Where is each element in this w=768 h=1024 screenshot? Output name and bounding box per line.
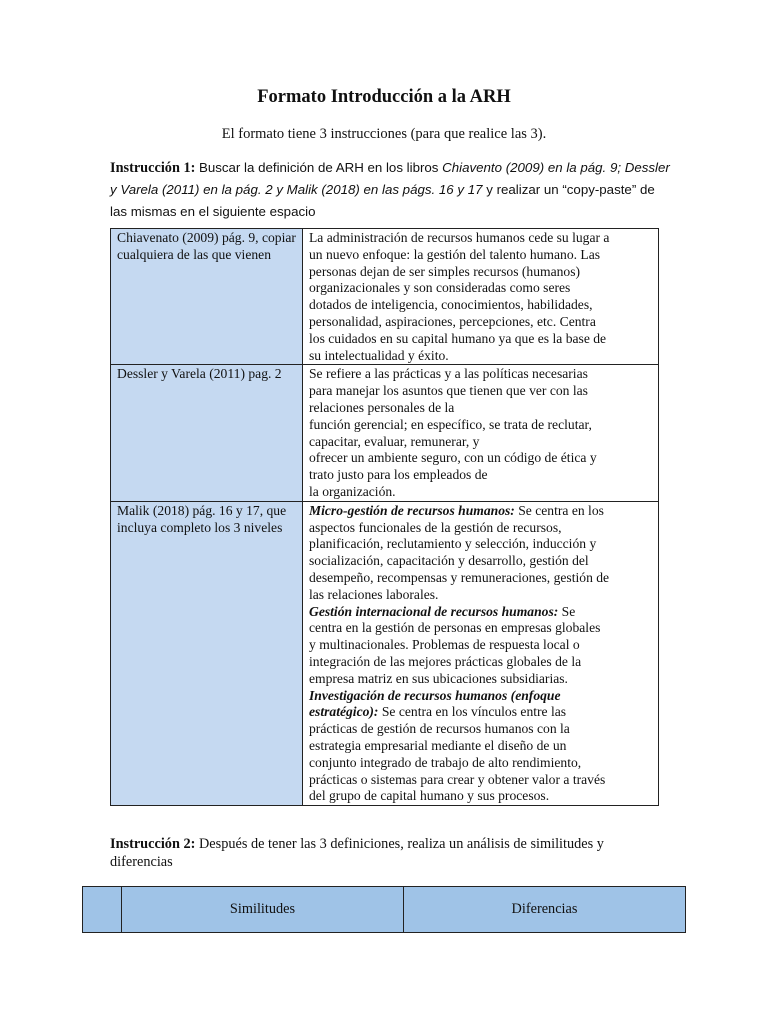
- definition-line: prácticas de gestión de recursos humanos con la: [309, 721, 570, 737]
- definition-line: trato justo para los empleados de: [309, 467, 488, 483]
- definition-line: y multinacionales. Problemas de respuesta local o: [309, 637, 580, 653]
- source-cell-dessler: Dessler y Varela (2011) pag. 2: [111, 365, 303, 501]
- comparison-table: [82, 886, 686, 933]
- table-row: [111, 229, 659, 365]
- level-heading-research-cont: estratégico):: [309, 704, 379, 720]
- definition-line: ofrecer un ambiente seguro, con un código de ética y: [309, 450, 597, 466]
- definition-line: dotados de inteligencia, conocimientos, habilidades,: [309, 297, 593, 313]
- definition-line: las relaciones laborales.: [309, 586, 439, 602]
- definition-line: [309, 503, 652, 520]
- definition-line: un nuevo enfoque: la gestión del talento humano. Las: [309, 246, 601, 262]
- definition-line: su intelectualidad y éxito.: [309, 347, 449, 363]
- definition-cell-dessler: [303, 365, 659, 501]
- definition-line: integración de las mejores prácticas globales de la: [309, 653, 582, 669]
- definition-line: personalidad, aspiraciones, percepciones, etc. Centra: [309, 313, 596, 329]
- definition-line: La administración de recursos humanos cede su lugar a: [309, 230, 610, 245]
- instruction-1-text-b: Chiavento (2009) en la pág. 9; Dessler y Varela (2011) en la pág. 2 y Malik (2018) en las págs. 16 y 17: [110, 160, 670, 197]
- definition-line: aspectos funcionales de la gestión de recursos,: [309, 519, 562, 535]
- definition-line: [309, 704, 652, 721]
- definition-line: estrategia empresarial mediante el diseño de un: [309, 737, 567, 753]
- instruction-1-text-c: y realizar un “copy-paste” de las mismas en el siguiente espacio: [110, 182, 655, 219]
- table-row: [111, 501, 659, 805]
- blank-header-cell: [83, 887, 122, 933]
- definition-line: capacitar, evaluar, remunerar, y: [309, 433, 480, 449]
- definition-line: desempeño, recompensas y remuneraciones, gestión de: [309, 569, 610, 585]
- level-text: Se centra en los: [514, 502, 604, 518]
- definition-line: empresa matriz en sus ubicaciones subsidiarias.: [309, 670, 568, 686]
- instruction-1: [110, 157, 670, 223]
- definition-line: para manejar los asuntos que tienen que ver con las: [309, 383, 588, 399]
- instruction-2: [110, 835, 670, 871]
- definitions-table: [110, 228, 659, 806]
- definition-line: función gerencial; en específico, se trata de reclutar,: [309, 416, 592, 432]
- intro-text: El formato tiene 3 instrucciones (para que realice las 3).: [221, 126, 547, 142]
- definition-line: personas dejan de ser simples recursos (humanos): [309, 263, 581, 279]
- definition-line: [309, 604, 652, 621]
- instruction-2-text: Después de tener las 3 definiciones, realiza un análisis de similitudes y diferencias: [110, 836, 604, 870]
- definition-line: planificación, reclutamiento y selección, inducción y: [309, 536, 597, 552]
- definition-line: Se refiere a las prácticas y a las políticas necesarias: [309, 366, 588, 382]
- similitudes-header: Similitudes: [122, 887, 404, 933]
- definition-line: la organización.: [309, 483, 396, 499]
- document-title: Formato Introducción a la ARH: [257, 87, 511, 107]
- diferencias-header: Diferencias: [404, 887, 686, 933]
- level-heading-micro: Micro-gestión de recursos humanos:: [309, 502, 515, 518]
- instruction-2-label: Instrucción 2:: [110, 836, 196, 852]
- definition-line: socialización, capacitación y desarrollo, gestión del: [309, 553, 589, 569]
- definition-cell-chiavenato: [303, 229, 659, 365]
- definition-line: los cuidados en su capital humano ya que es la base de: [309, 330, 607, 346]
- level-text: Se centra en los vínculos entre las: [378, 704, 567, 720]
- definition-line: organizacionales y son consideradas como seres: [309, 280, 571, 296]
- table-header-row: [83, 887, 686, 933]
- definition-line: centra en la gestión de personas en empresas globales: [309, 620, 601, 636]
- definition-line: del grupo de capital humano y sus procesos.: [309, 788, 550, 804]
- definition-cell-malik: [303, 501, 659, 805]
- instruction-1-text-a: Buscar la definición de ARH en los libros: [198, 160, 443, 175]
- level-heading-research: Investigación de recursos humanos (enfoque: [309, 687, 561, 703]
- level-heading-international: Gestión internacional de recursos humanos:: [309, 603, 559, 619]
- definition-line: conjunto integrado de trabajo de alto rendimiento,: [309, 754, 582, 770]
- definition-line: relaciones personales de la: [309, 399, 455, 415]
- instruction-1-label: Instrucción 1:: [110, 160, 196, 176]
- definition-line: prácticas o sistemas para crear y obtener valor a través: [309, 771, 606, 787]
- source-cell-chiavenato: Chiavenato (2009) pág. 9, copiar cualquiera de las que vienen: [111, 229, 303, 365]
- table-row: [111, 365, 659, 501]
- level-text: Se: [558, 603, 576, 619]
- source-cell-malik: Malik (2018) pág. 16 y 17, que incluya completo los 3 niveles: [111, 501, 303, 805]
